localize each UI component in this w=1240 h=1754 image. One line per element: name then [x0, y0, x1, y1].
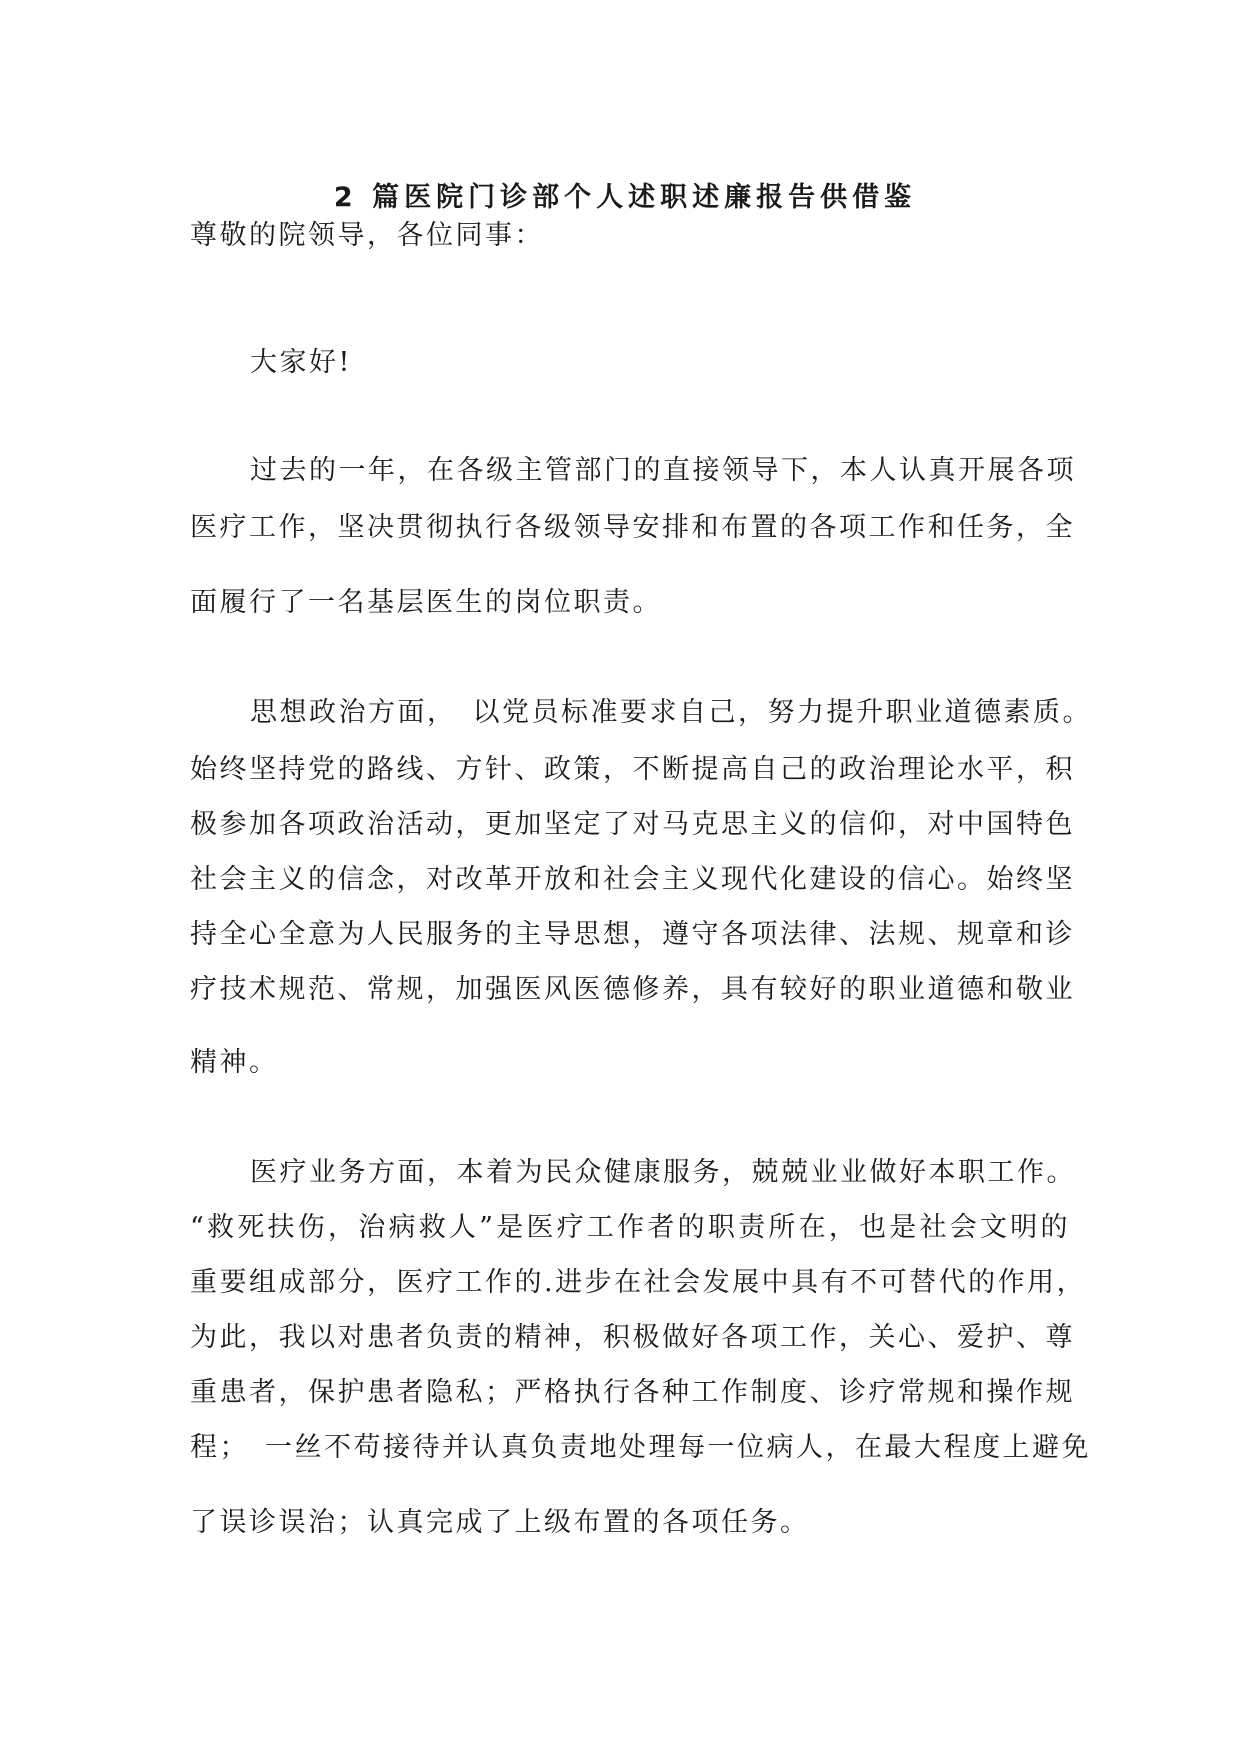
- greeting: 大家好!: [250, 347, 352, 378]
- paragraph-line: 为此，我以对患者负责的精神，积极做好各项工作，关心、爱护、尊: [190, 1322, 1075, 1353]
- paragraph-line: 面履行了一名基层医生的岗位职责。: [190, 587, 662, 618]
- paragraph-line: 精神。: [190, 1047, 279, 1078]
- paragraph-line: 社会主义的信念，对改革开放和社会主义现代化建设的信心。始终坚: [190, 864, 1075, 895]
- paragraph-line: 程； 一丝不苟接待并认真负责地处理每一位病人，在最大程度上避免: [190, 1432, 1091, 1463]
- paragraph-line: 重患者，保护患者隐私；严格执行各种工作制度、诊疗常规和操作规: [190, 1377, 1075, 1408]
- paragraph-line: 疗技术规范、常规，加强医风医德修养，具有较好的职业道德和敬业: [190, 974, 1075, 1005]
- paragraph-line: “救死扶伤，治病救人”是医疗工作者的职责所在，也是社会文明的: [190, 1212, 1070, 1243]
- paragraph-line: 了误诊误治；认真完成了上级布置的各项任务。: [190, 1507, 810, 1538]
- paragraph-line: 重要组成部分，医疗工作的.进步在社会发展中具有不可替代的作用，: [190, 1267, 1087, 1298]
- paragraph-line: 过去的一年，在各级主管部门的直接领导下，本人认真开展各项: [250, 455, 1076, 486]
- paragraph-line: 始终坚持党的路线、方针、政策，不断提高自己的政治理论水平，积: [190, 754, 1075, 785]
- paragraph-line: 极参加各项政治活动，更加坚定了对马克思主义的信仰，对中国特色: [190, 809, 1075, 840]
- paragraph-line: 医疗业务方面，本着为民众健康服务，兢兢业业做好本职工作。: [250, 1157, 1076, 1188]
- salutation: 尊敬的院领导，各位同事：: [190, 220, 544, 251]
- paragraph-line: 医疗工作，坚决贯彻执行各级领导安排和布置的各项工作和任务，全: [190, 512, 1075, 543]
- paragraph-line: 持全心全意为人民服务的主导思想，遵守各项法律、法规、规章和诊: [190, 919, 1075, 950]
- paragraph-line: 思想政治方面， 以党员标准要求自己，努力提升职业道德素质。: [250, 697, 1092, 728]
- document-title: 2 篇医院门诊部个人述职述廉报告供借鉴: [333, 182, 917, 213]
